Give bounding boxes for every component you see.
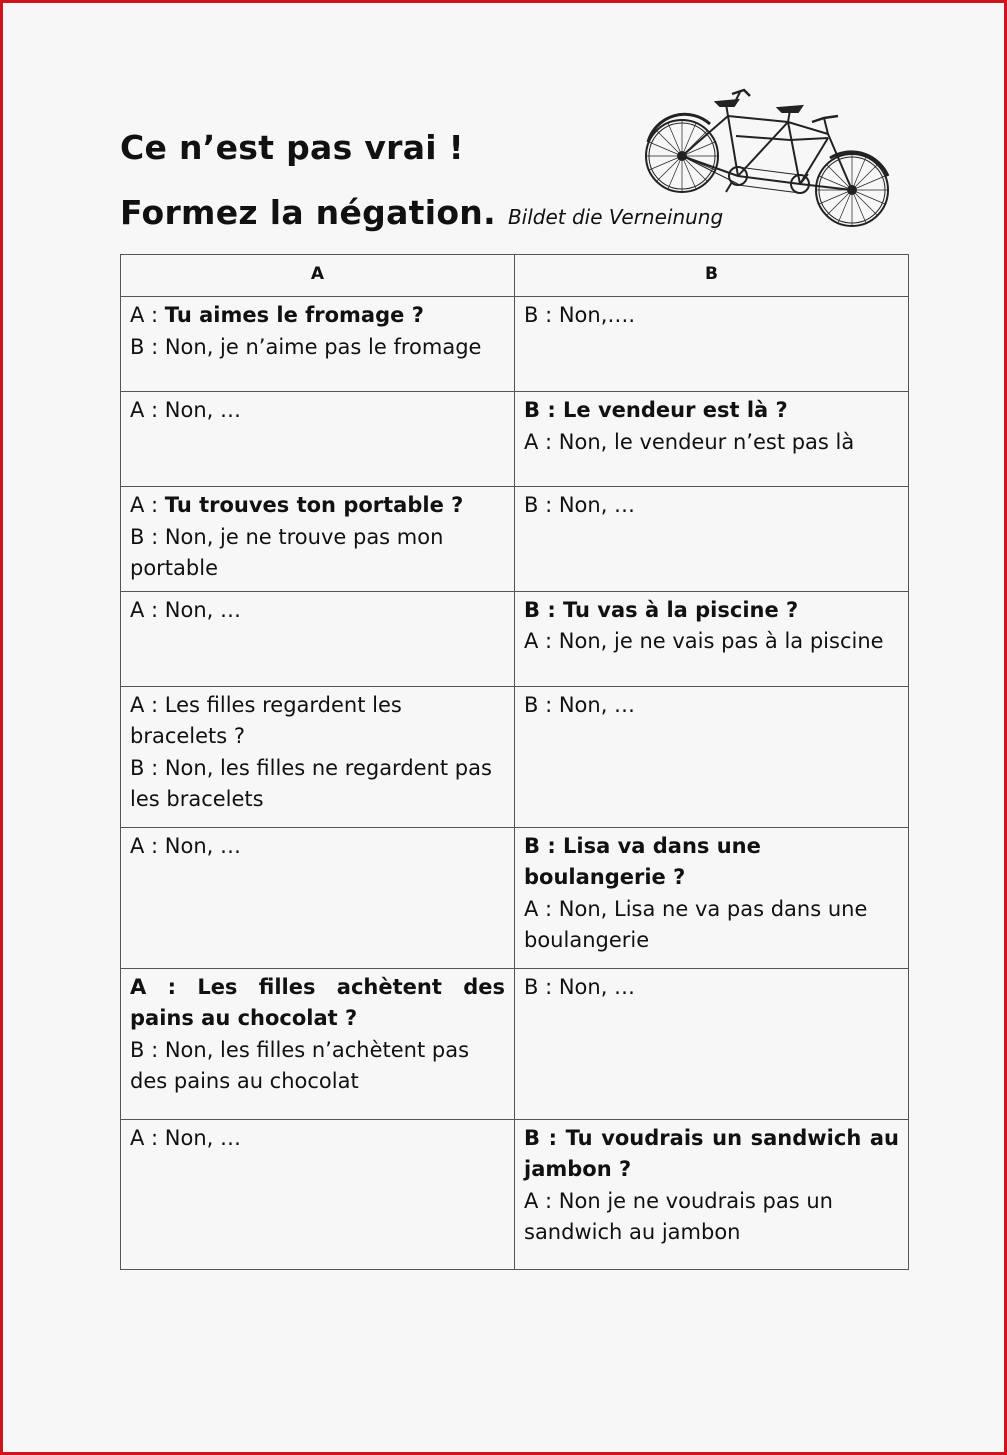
cell-a <box>121 392 515 487</box>
speaker-prefix: A : <box>130 974 198 999</box>
page-subtitle: Formez la négation. <box>120 193 496 232</box>
column-header-b: B <box>515 255 909 297</box>
dialogue-text: Non, les filles ne regardent pas les bracelets <box>130 755 492 811</box>
dialogue-text: Les filles achètent des pains au chocolat ? <box>130 974 505 1030</box>
cell-b <box>515 968 909 1119</box>
cell-a <box>121 1119 515 1269</box>
speaker-prefix: A : <box>130 597 165 622</box>
dialogue-line <box>524 300 899 332</box>
speaker-prefix: A : <box>524 896 559 921</box>
dialogue-line <box>130 831 505 863</box>
speaker-prefix: B : <box>524 692 559 717</box>
dialogue-line <box>130 522 505 585</box>
cell-b <box>515 686 909 827</box>
cell-b <box>515 487 909 592</box>
dialogue-line <box>130 1035 505 1098</box>
dialogue-line <box>130 690 505 753</box>
dialogue-text: Lisa va dans une boulangerie ? <box>524 833 761 889</box>
dialogue-text: Non, … <box>164 833 242 858</box>
table-row <box>121 1119 909 1269</box>
table-row <box>121 487 909 592</box>
speaker-prefix: B : <box>130 334 165 359</box>
dialogue-line <box>524 1123 899 1186</box>
column-header-a: A <box>121 255 515 297</box>
page-title: Ce n’est pas vrai ! <box>120 128 465 167</box>
table-row <box>121 297 909 392</box>
dialogue-line <box>130 753 505 816</box>
speaker-prefix: A : <box>524 429 559 454</box>
exercise-table <box>120 254 909 1270</box>
table-row <box>121 392 909 487</box>
dialogue-line <box>130 490 505 522</box>
dialogue-line <box>524 1186 899 1249</box>
speaker-prefix: B : <box>524 398 564 422</box>
speaker-prefix: B : <box>130 524 165 549</box>
speaker-prefix: A : <box>130 1125 165 1150</box>
cell-b <box>515 827 909 968</box>
speaker-prefix: A : <box>130 692 165 717</box>
dialogue-line <box>524 626 899 658</box>
dialogue-text: Non,…. <box>558 303 636 327</box>
speaker-prefix: B : <box>524 493 559 517</box>
cell-b <box>515 1119 909 1269</box>
dialogue-line <box>524 490 899 522</box>
speaker-prefix: A : <box>130 398 165 422</box>
cell-a <box>121 827 515 968</box>
speaker-prefix: A : <box>130 493 165 517</box>
dialogue-text: Non, … <box>558 493 636 517</box>
cell-b <box>515 297 909 392</box>
dialogue-text: Tu voudrais un sandwich au jambon ? <box>524 1125 899 1181</box>
dialogue-line <box>524 690 899 722</box>
dialogue-text: Non, je ne vais pas à la piscine <box>558 629 884 653</box>
dialogue-text: Non, Lisa ne va pas dans une boulangerie <box>524 896 868 952</box>
cell-a <box>121 591 515 686</box>
speaker-prefix: A : <box>524 1188 559 1213</box>
dialogue-text: Non, … <box>164 398 242 422</box>
dialogue-text: Tu trouves ton portable ? <box>164 493 464 517</box>
table-row <box>121 968 909 1119</box>
dialogue-text: Non, je n’aime pas le fromage <box>164 334 482 359</box>
cell-a <box>121 487 515 592</box>
dialogue-line <box>130 1123 505 1155</box>
dialogue-line <box>524 595 899 627</box>
dialogue-text: Le vendeur est là ? <box>563 398 788 422</box>
dialogue-line <box>524 972 899 1004</box>
table-row <box>121 827 909 968</box>
table-row <box>121 591 909 686</box>
cell-a <box>121 297 515 392</box>
dialogue-text: Tu vas à la piscine ? <box>563 597 799 622</box>
speaker-prefix: B : <box>130 755 165 780</box>
dialogue-text: Non, … <box>558 974 636 999</box>
cell-a <box>121 686 515 827</box>
dialogue-text: Non, je ne trouve pas mon portable <box>130 524 444 580</box>
subtitle-note: Bildet die Verneinung <box>507 205 724 229</box>
dialogue-line <box>130 300 505 332</box>
dialogue-text: Non, … <box>558 692 636 717</box>
dialogue-line <box>524 831 899 894</box>
speaker-prefix: A : <box>524 629 559 653</box>
dialogue-text: Tu aimes le fromage ? <box>164 303 424 327</box>
speaker-prefix: B : <box>524 1125 566 1150</box>
dialogue-line <box>130 332 505 364</box>
speaker-prefix: B : <box>524 303 559 327</box>
dialogue-line <box>524 894 899 957</box>
tandem-bicycle-icon <box>640 84 895 236</box>
speaker-prefix: B : <box>524 833 564 858</box>
speaker-prefix: B : <box>130 1037 165 1062</box>
dialogue-text: Non, … <box>164 597 242 622</box>
dialogue-text: Non je ne voudrais pas un sandwich au jambon <box>524 1188 833 1244</box>
speaker-prefix: A : <box>130 833 165 858</box>
dialogue-line <box>524 427 899 459</box>
dialogue-text: Non, les filles n’achètent pas des pains au chocolat <box>130 1037 470 1093</box>
dialogue-text: Les filles regardent les bracelets ? <box>130 692 402 748</box>
cell-b <box>515 591 909 686</box>
cell-a <box>121 968 515 1119</box>
dialogue-text: Non, … <box>164 1125 242 1150</box>
dialogue-line <box>524 395 899 427</box>
speaker-prefix: B : <box>524 974 559 999</box>
subtitle-line <box>120 193 723 232</box>
speaker-prefix: B : <box>524 597 564 622</box>
dialogue-line <box>130 395 505 427</box>
dialogue-line <box>130 595 505 627</box>
cell-b <box>515 392 909 487</box>
table-header-row <box>121 255 909 297</box>
dialogue-text: Non, le vendeur n’est pas là <box>558 429 855 454</box>
speaker-prefix: A : <box>130 303 165 327</box>
table-row <box>121 686 909 827</box>
dialogue-line <box>130 972 505 1035</box>
